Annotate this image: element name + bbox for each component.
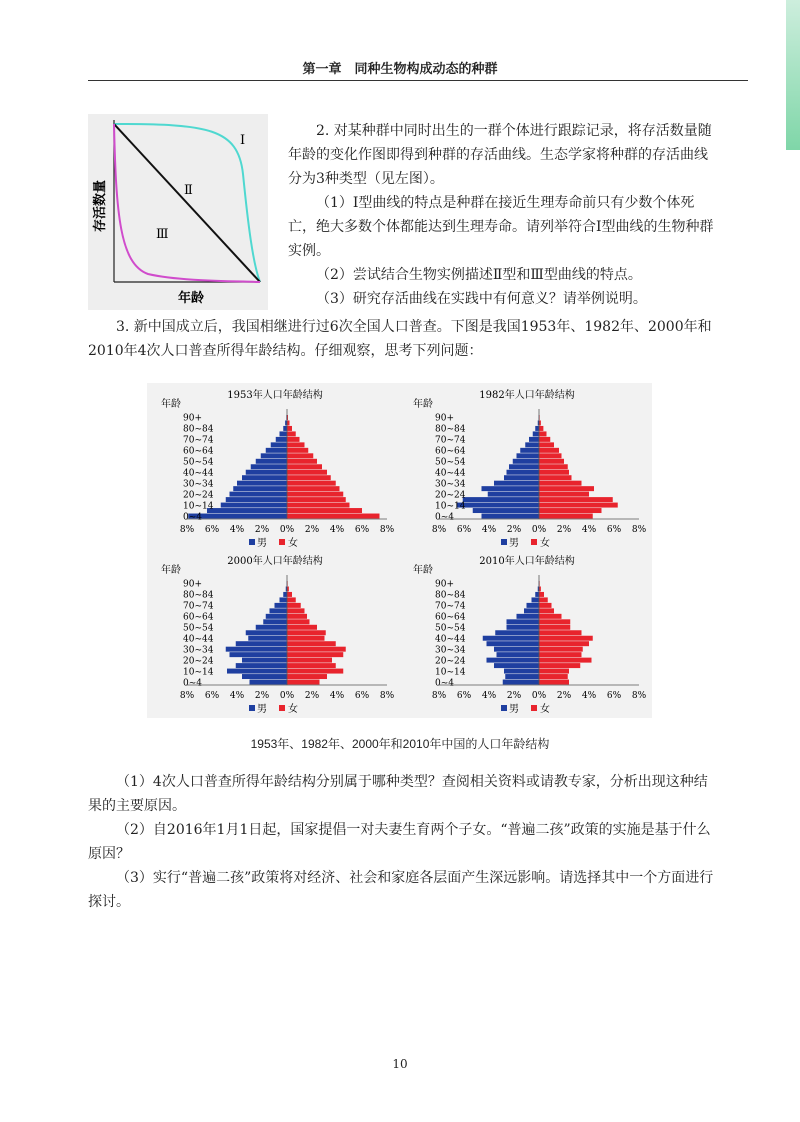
- bar-male-50~54: [256, 459, 287, 464]
- chart-title: 2000年人口年龄结构: [227, 556, 323, 567]
- bar-male-60~64: [266, 614, 287, 619]
- bar-female-80~84: [287, 426, 292, 431]
- q2-intro: 2. 对某种群中同时出生的一群个体进行跟踪记录，将存活数量随年龄的变化作图即得到种群的存活曲线。生态学家将种群的存活曲线分为3种类型（见左图）。: [288, 123, 712, 187]
- bar-female-0~4: [287, 680, 320, 685]
- bar-male-20~24: [242, 658, 287, 663]
- bar-male-35~39: [242, 475, 287, 480]
- y-axis-label: 年龄: [413, 399, 433, 410]
- bar-male-30~34: [226, 647, 287, 652]
- age-tick-label: 40~44: [435, 468, 466, 479]
- bar-female-75~79: [539, 597, 548, 602]
- figure-caption: 1953年、1982年、2000年和2010年中国的人口年龄结构: [250, 737, 550, 751]
- bar-female-20~24: [287, 658, 332, 663]
- bar-male-70~74: [529, 437, 539, 442]
- bar-female-10~14: [287, 669, 343, 674]
- x-tick-label: 2%: [304, 525, 320, 535]
- bar-male-60~64: [517, 614, 540, 619]
- age-tick-label: 0~4: [435, 678, 454, 689]
- age-tick-label: 70~74: [435, 435, 466, 446]
- age-tick-label: 60~64: [435, 446, 466, 457]
- bar-male-50~54: [507, 625, 540, 630]
- bar-female-5~9: [539, 674, 568, 679]
- x-tick-label: 6%: [204, 525, 220, 535]
- curve-type-II: [114, 124, 260, 282]
- age-tick-label: 0~4: [435, 512, 454, 523]
- x-tick-label: 0%: [531, 691, 547, 701]
- bar-female-0~4: [287, 514, 380, 519]
- age-tick-label: 10~14: [435, 667, 466, 678]
- bar-female-70~74: [287, 437, 300, 442]
- x-tick-label: 4%: [481, 691, 497, 701]
- bar-female-80~84: [539, 592, 544, 597]
- bar-female-80~84: [539, 426, 543, 431]
- bar-female-30~34: [287, 481, 336, 486]
- bar-male-20~24: [487, 658, 540, 663]
- bar-female-80~84: [287, 592, 292, 597]
- bar-female-65~69: [287, 608, 305, 613]
- pyramid-1982: [407, 385, 647, 550]
- age-tick-label: 0~4: [183, 678, 202, 689]
- bar-female-70~74: [287, 603, 301, 608]
- bar-male-5~9: [207, 508, 287, 513]
- bar-male-55~59: [517, 453, 540, 458]
- legend-label-male: 男: [257, 538, 267, 549]
- bar-male-55~59: [263, 619, 287, 624]
- bar-female-60~64: [539, 448, 559, 453]
- bar-male-60~64: [266, 448, 287, 453]
- age-tick-label: 50~54: [183, 457, 214, 468]
- q3-sub1: （1）4次人口普查所得年龄结构分别属于哪种类型？查阅相关资料或请教专家，分析出现这种结果的主要原因。: [88, 774, 708, 814]
- age-tick-label: 90+: [435, 579, 454, 590]
- bar-male-40~44: [248, 636, 287, 641]
- age-tick-label: 20~24: [435, 656, 466, 667]
- bar-female-70~74: [539, 437, 550, 442]
- x-tick-label: 4%: [329, 525, 345, 535]
- bar-female-0~4: [539, 514, 593, 519]
- x-tick-label: 2%: [254, 691, 270, 701]
- age-tick-label: 40~44: [183, 634, 214, 645]
- bar-female-65~69: [287, 442, 305, 447]
- bar-female-65~69: [539, 442, 554, 447]
- x-tick-label: 8%: [431, 525, 447, 535]
- bar-male-20~24: [230, 492, 288, 497]
- bar-male-70~74: [276, 437, 287, 442]
- x-tick-label: 8%: [379, 691, 395, 701]
- bar-male-10~14: [221, 503, 287, 508]
- q3-sub3: （3）实行“普遍二孩”政策将对经济、社会和家庭各层面产生深远影响。请选择其中一个方面进行探讨。: [88, 870, 714, 910]
- bar-male-80~84: [535, 592, 539, 597]
- x-tick-label: 8%: [631, 691, 647, 701]
- survivorship-curve-figure: [88, 114, 268, 310]
- age-tick-label: 60~64: [435, 612, 466, 623]
- x-tick-label: 8%: [179, 525, 195, 535]
- x-axis-label: 年龄: [178, 291, 205, 306]
- age-tick-label: 40~44: [183, 468, 214, 479]
- bar-female-5~9: [539, 508, 602, 513]
- bar-male-10~14: [504, 669, 539, 674]
- age-tick-label: 80~84: [183, 424, 214, 435]
- legend-label-male: 男: [509, 704, 519, 715]
- age-tick-label: 90+: [183, 579, 202, 590]
- x-tick-label: 8%: [431, 691, 447, 701]
- x-tick-label: 8%: [379, 525, 395, 535]
- age-tick-label: 70~74: [183, 601, 214, 612]
- chart-title: 1982年人口年龄结构: [479, 390, 575, 401]
- bar-female-10~14: [539, 669, 569, 674]
- pyramid-1953: [155, 385, 395, 550]
- age-tick-label: 60~64: [183, 446, 214, 457]
- bar-male-35~39: [236, 641, 287, 646]
- x-tick-label: 6%: [204, 691, 220, 701]
- label-type-II: Ⅱ: [184, 183, 193, 198]
- x-tick-label: 4%: [229, 525, 245, 535]
- bar-female-15~19: [287, 497, 346, 502]
- bar-female-50~54: [539, 625, 570, 630]
- bar-male-0~4: [188, 514, 287, 519]
- y-axis-label: 存活数量: [93, 179, 108, 232]
- q2-sub1: （1）Ⅰ型曲线的特点是种群在接近生理寿命前只有少数个体死亡，绝大多数个体都能达到生理寿命。请列举符合Ⅰ型曲线的生物种群实例。: [288, 195, 714, 259]
- y-axis-label: 年龄: [161, 399, 181, 410]
- x-tick-label: 6%: [354, 691, 370, 701]
- bar-male-0~4: [482, 514, 540, 519]
- age-tick-label: 90+: [435, 413, 454, 424]
- x-tick-label: 4%: [581, 525, 597, 535]
- bar-male-40~44: [507, 470, 540, 475]
- bar-female-30~34: [287, 647, 346, 652]
- legend-swatch-female: [279, 705, 285, 711]
- x-tick-label: 4%: [581, 691, 597, 701]
- legend-swatch-male: [501, 539, 507, 545]
- bar-female-50~54: [287, 625, 317, 630]
- age-tick-label: 50~54: [183, 623, 214, 634]
- age-tick-label: 20~24: [435, 490, 466, 501]
- bar-female-60~64: [539, 614, 562, 619]
- bar-female-40~44: [287, 470, 327, 475]
- bar-female-20~24: [539, 658, 592, 663]
- bar-male-55~59: [507, 619, 540, 624]
- bar-male-35~39: [487, 641, 540, 646]
- bar-female-75~79: [287, 431, 296, 436]
- legend-label-male: 男: [509, 538, 519, 549]
- age-tick-label: 10~14: [435, 501, 466, 512]
- bar-female-75~79: [539, 431, 547, 436]
- bar-male-80~84: [283, 426, 287, 431]
- x-tick-label: 8%: [179, 691, 195, 701]
- bar-male-0~4: [250, 680, 288, 685]
- x-tick-label: 0%: [279, 691, 295, 701]
- legend-label-female: 女: [288, 704, 298, 715]
- bar-male-50~54: [256, 625, 287, 630]
- bar-male-15~19: [494, 663, 539, 668]
- bar-female-40~44: [539, 636, 593, 641]
- bar-female-30~34: [539, 481, 582, 486]
- bar-female-60~64: [287, 448, 308, 453]
- bar-female-30~34: [539, 647, 583, 652]
- age-tick-label: 70~74: [435, 601, 466, 612]
- age-tick-label: 70~74: [183, 435, 214, 446]
- age-tick-label: 0~4: [183, 512, 202, 523]
- legend-swatch-male: [249, 705, 255, 711]
- x-tick-label: 4%: [329, 691, 345, 701]
- age-tick-label: 50~54: [435, 457, 466, 468]
- bar-male-40~44: [483, 636, 539, 641]
- bar-female-25~29: [287, 652, 343, 657]
- bar-female-15~19: [539, 497, 613, 502]
- pyramid-2000: [155, 551, 395, 716]
- bar-female-0~4: [539, 680, 569, 685]
- bar-female-10~14: [287, 503, 350, 508]
- x-tick-label: 2%: [304, 691, 320, 701]
- bar-male-50~54: [513, 459, 539, 464]
- q2-sub3: （3）研究存活曲线在实践中有何意义？请举例说明。: [316, 291, 647, 307]
- legend-label-male: 男: [257, 704, 267, 715]
- bar-male-60~64: [520, 448, 539, 453]
- q2-sub2: （2）尝试结合生物实例描述Ⅱ型和Ⅲ型曲线的特点。: [316, 267, 642, 283]
- bar-male-15~19: [236, 663, 287, 668]
- bar-male-80~84: [535, 426, 539, 431]
- bar-male-55~59: [261, 453, 287, 458]
- x-tick-label: 6%: [456, 525, 472, 535]
- bar-female-15~19: [539, 663, 580, 668]
- bar-female-50~54: [287, 459, 317, 464]
- y-axis-label: 年龄: [161, 565, 181, 576]
- bar-male-45~49: [509, 464, 539, 469]
- chart-title: 2010年人口年龄结构: [479, 556, 575, 567]
- bar-male-75~79: [533, 431, 539, 436]
- age-tick-label: 30~34: [435, 479, 466, 490]
- bar-male-5~9: [505, 674, 539, 679]
- x-tick-label: 2%: [506, 691, 522, 701]
- legend-label-female: 女: [540, 538, 550, 549]
- x-tick-label: 6%: [606, 525, 622, 535]
- survivorship-curve-chart: [88, 114, 268, 310]
- age-tick-label: 80~84: [435, 424, 466, 435]
- bar-male-30~34: [494, 481, 539, 486]
- x-tick-label: 4%: [481, 525, 497, 535]
- bar-female-45~49: [287, 630, 326, 635]
- bar-female-55~59: [539, 453, 562, 458]
- age-tick-label: 20~24: [183, 656, 214, 667]
- bar-male-25~29: [233, 486, 287, 491]
- age-tick-label: 20~24: [183, 490, 214, 501]
- bar-male-75~79: [280, 597, 288, 602]
- bar-male-15~19: [463, 497, 539, 502]
- bar-female-45~49: [539, 464, 568, 469]
- bar-male-45~49: [246, 630, 287, 635]
- x-tick-label: 6%: [354, 525, 370, 535]
- legend-swatch-female: [531, 705, 537, 711]
- bar-male-5~9: [242, 674, 287, 679]
- population-pyramids-figure: [147, 383, 652, 718]
- bar-male-30~34: [494, 647, 539, 652]
- y-axis-label: 年龄: [413, 565, 433, 576]
- label-type-III: Ⅲ: [156, 227, 169, 242]
- x-tick-label: 8%: [631, 525, 647, 535]
- bar-female-45~49: [539, 630, 582, 635]
- x-tick-label: 0%: [531, 525, 547, 535]
- bar-male-0~4: [503, 680, 539, 685]
- legend-swatch-female: [279, 539, 285, 545]
- bar-male-45~49: [251, 464, 287, 469]
- x-tick-label: 2%: [556, 525, 572, 535]
- bar-male-35~39: [504, 475, 539, 480]
- legend-swatch-male: [249, 539, 255, 545]
- bar-female-5~9: [287, 674, 327, 679]
- chart-title: 1953年人口年龄结构: [227, 390, 323, 401]
- age-tick-label: 30~34: [183, 479, 214, 490]
- bar-female-25~29: [539, 486, 594, 491]
- bar-male-70~74: [275, 603, 288, 608]
- age-tick-label: 60~64: [183, 612, 214, 623]
- bar-male-25~29: [230, 652, 288, 657]
- bar-female-60~64: [287, 614, 307, 619]
- bar-female-50~54: [539, 459, 564, 464]
- bar-female-75~79: [287, 597, 296, 602]
- age-tick-label: 40~44: [435, 634, 466, 645]
- label-type-I: Ⅰ: [240, 133, 246, 148]
- q3-sub2: （2）自2016年1月1日起，国家提倡一对夫妻生育两个子女。“普遍二孩”政策的实施是基于什么原因？: [88, 822, 711, 862]
- bar-female-20~24: [539, 492, 589, 497]
- bar-female-45~49: [287, 464, 322, 469]
- bar-female-70~74: [539, 603, 552, 608]
- bar-female-20~24: [287, 492, 343, 497]
- x-tick-label: 4%: [229, 691, 245, 701]
- age-tick-label: 30~34: [183, 645, 214, 656]
- bar-female-10~14: [539, 503, 618, 508]
- legend-swatch-female: [531, 539, 537, 545]
- legend-label-female: 女: [288, 538, 298, 549]
- age-tick-label: 50~54: [435, 623, 466, 634]
- bar-male-65~69: [524, 608, 539, 613]
- bar-male-40~44: [246, 470, 287, 475]
- bar-male-70~74: [527, 603, 540, 608]
- bar-male-25~29: [482, 486, 540, 491]
- pyramid-2010: [407, 551, 647, 716]
- x-tick-label: 2%: [506, 525, 522, 535]
- bar-female-35~39: [287, 475, 331, 480]
- bar-female-35~39: [287, 641, 336, 646]
- q3-intro: 3. 新中国成立后，我国相继进行过6次全国人口普查。下图是我国1953年、1982年、2000年和2010年4次人口普查所得年龄结构。仔细观察，思考下列问题：: [88, 319, 712, 359]
- age-tick-label: 10~14: [183, 501, 214, 512]
- x-tick-label: 2%: [556, 691, 572, 701]
- bar-male-5~9: [473, 508, 539, 513]
- x-tick-label: 2%: [254, 525, 270, 535]
- bar-female-40~44: [287, 636, 325, 641]
- bar-male-10~14: [457, 503, 540, 508]
- age-tick-label: 10~14: [183, 667, 214, 678]
- bar-male-65~69: [525, 442, 539, 447]
- bar-male-45~49: [495, 630, 539, 635]
- bar-male-20~24: [488, 492, 539, 497]
- bar-male-15~19: [226, 497, 287, 502]
- bar-female-25~29: [539, 652, 582, 657]
- age-tick-label: 80~84: [435, 590, 466, 601]
- bar-male-75~79: [532, 597, 540, 602]
- header-rule: [88, 80, 748, 81]
- legend-label-female: 女: [540, 704, 550, 715]
- age-tick-label: 80~84: [183, 590, 214, 601]
- age-tick-label: 30~34: [435, 645, 466, 656]
- bar-female-55~59: [539, 619, 570, 624]
- x-tick-label: 6%: [456, 691, 472, 701]
- bar-female-5~9: [287, 508, 362, 513]
- x-tick-label: 0%: [279, 525, 295, 535]
- bar-male-10~14: [227, 669, 287, 674]
- age-tick-label: 90+: [183, 413, 202, 424]
- page-header: 第一章 同种生物构成动态的种群: [302, 62, 498, 77]
- bar-male-80~84: [283, 592, 287, 597]
- bar-male-65~69: [270, 608, 288, 613]
- bar-female-35~39: [539, 475, 572, 480]
- bar-male-65~69: [271, 442, 287, 447]
- bar-female-65~69: [539, 608, 554, 613]
- bar-female-25~29: [287, 486, 340, 491]
- bar-female-55~59: [287, 619, 310, 624]
- bar-female-55~59: [287, 453, 313, 458]
- x-tick-label: 6%: [606, 691, 622, 701]
- page-number: 10: [392, 1057, 408, 1071]
- bar-male-75~79: [280, 431, 288, 436]
- bar-female-15~19: [287, 663, 336, 668]
- bar-female-40~44: [539, 470, 569, 475]
- legend-swatch-male: [501, 705, 507, 711]
- bar-male-25~29: [497, 652, 540, 657]
- bar-female-35~39: [539, 641, 589, 646]
- bar-male-30~34: [237, 481, 287, 486]
